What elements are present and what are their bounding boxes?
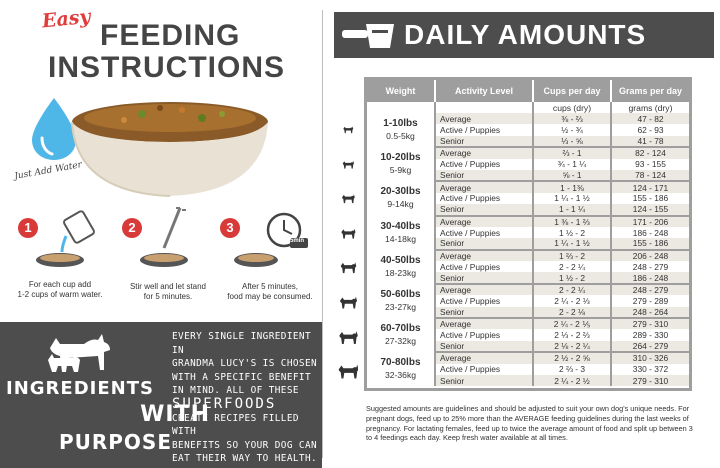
- feeding-table: [364, 77, 692, 391]
- activity-cell: Average: [435, 181, 533, 192]
- cups-cell: 2 ⅓ - 2 ⅔: [533, 329, 611, 340]
- dog-size-icon: [338, 226, 358, 242]
- food-bowl-image: [62, 96, 272, 200]
- ingredients-heading-1: INGREDIENTS: [6, 378, 154, 399]
- dog-size-icon: [338, 330, 358, 346]
- grams-cell: 93 - 155: [635, 159, 666, 170]
- cups-cell: 2 - 2 ¼: [533, 261, 611, 272]
- weight-cell: [367, 284, 435, 318]
- weight-kg: 27-32kg: [384, 336, 417, 347]
- cups-cell: 2 ⅛ - 2 ¼: [533, 341, 611, 352]
- grams-cell: 171 - 206: [611, 216, 689, 227]
- step-1-text-a: For each cup add: [28, 280, 92, 289]
- fork-stir-icon: [136, 206, 200, 270]
- table-row: [367, 147, 689, 158]
- activity-cell: Average: [435, 318, 533, 329]
- activity-cell: Average: [435, 250, 533, 261]
- weight-kg: 18-23kg: [384, 267, 417, 278]
- weight-cell: [367, 250, 435, 284]
- grams-cell: 78 - 124: [611, 170, 689, 181]
- grams-cell: 279 - 289: [632, 295, 669, 306]
- title-line-2: INSTRUCTIONS: [48, 51, 285, 84]
- grams-cell: 124 - 171: [611, 181, 689, 192]
- weight-lbs: 70-80lbs: [380, 357, 421, 369]
- grams-cell: 248 - 279: [611, 284, 689, 295]
- grams-cell: 186 - 248: [632, 227, 669, 238]
- dog-size-icon: [338, 122, 358, 138]
- activity-cell: Senior: [435, 238, 533, 249]
- activity-cell: Active / Puppies: [435, 124, 533, 135]
- cups-cell: ⅜ - ⅔: [533, 113, 611, 124]
- step-1-badge: 1: [18, 218, 38, 238]
- cups-cell: 1 ¼ - 1 ½: [533, 238, 611, 249]
- units-cups: cups (dry): [533, 102, 611, 113]
- easy-label: Easy: [40, 5, 92, 33]
- dog-size-icon: [338, 191, 358, 207]
- activity-cell: Active / Puppies: [435, 295, 533, 306]
- cups-cell: 2 - 2 ¼: [533, 284, 611, 295]
- activity-cell: Senior: [435, 136, 533, 147]
- grams-cell: 330 - 372: [632, 364, 669, 375]
- grams-cell: 310 - 326: [611, 352, 689, 363]
- table-row: [367, 216, 689, 227]
- weight-lbs: 40-50lbs: [380, 254, 421, 266]
- activity-cell: Senior: [435, 204, 533, 215]
- cups-cell: ¾ - 1 ¼: [533, 159, 611, 170]
- activity-cell: Active / Puppies: [435, 159, 533, 170]
- grams-cell: 279 - 310: [611, 318, 689, 329]
- dog-size-icon: [338, 260, 358, 276]
- cups-cell: 2 ½ - 2 ⅝: [533, 352, 611, 363]
- weight-cell: [367, 352, 435, 386]
- activity-cell: Senior: [435, 170, 533, 181]
- cups-cell: ½ - ¾: [533, 124, 611, 135]
- table-row: [367, 318, 689, 329]
- dog-and-cat-icon: [44, 330, 120, 376]
- title-line-1: FEEDING: [100, 19, 241, 52]
- header-cups: Cups per day: [533, 80, 611, 102]
- step-1-text-b: 1-2 cups of warm water.: [17, 290, 103, 299]
- ingredients-line: IN MIND. ALL OF THESE: [172, 385, 299, 397]
- step-3-badge: 3: [220, 218, 240, 238]
- dog-size-icon: [338, 295, 358, 311]
- weight-lbs: 50-60lbs: [380, 288, 421, 300]
- activity-cell: Active / Puppies: [435, 364, 533, 375]
- cups-cell: 1 - 1⅜: [533, 181, 611, 192]
- grams-cell: 289 - 330: [632, 330, 669, 341]
- activity-cell: Average: [435, 216, 533, 227]
- ingredients-line: GRANDMA LUCY'S IS CHOSEN: [172, 358, 318, 370]
- cups-cell: 1 ⅔ - 2: [533, 250, 611, 261]
- table-row: [367, 250, 689, 261]
- grams-cell: 82 - 124: [611, 147, 689, 158]
- activity-cell: Senior: [435, 307, 533, 318]
- step-3-text-b: food may be consumed.: [227, 292, 313, 301]
- grams-cell: 47 - 82: [611, 113, 689, 124]
- grams-cell: 264 - 279: [611, 341, 689, 352]
- weight-kg: 23-27kg: [384, 301, 417, 312]
- step-2-text-b: for 5 minutes.: [143, 292, 193, 301]
- daily-amounts-title: DAILY AMOUNTS: [404, 19, 647, 50]
- table-row: [367, 352, 689, 363]
- table-row: [367, 181, 689, 192]
- grams-cell: 206 - 248: [611, 250, 689, 261]
- activity-cell: Average: [435, 352, 533, 363]
- weight-cell: [367, 318, 435, 352]
- dog-size-icon: [338, 157, 358, 173]
- water-jug-pour-icon: [32, 210, 104, 270]
- dog-size-icon: [338, 364, 358, 380]
- ingredients-line: EVERY SINGLE INGREDIENT IN: [172, 331, 312, 356]
- table-row: [367, 113, 689, 124]
- units-blank: [435, 102, 533, 113]
- ingredients-line: CREATE RECIPES FILLED WITH: [172, 412, 299, 438]
- ingredients-heading-3: PURPOSE: [58, 430, 172, 454]
- weight-lbs: 20-30lbs: [380, 186, 421, 198]
- ingredients-line: BENEFITS SO YOUR DOG CAN: [172, 439, 318, 451]
- activity-cell: Senior: [435, 272, 533, 283]
- weight-cell: [367, 181, 435, 215]
- cups-cell: 1 ½ - 2: [533, 272, 611, 283]
- cups-cell: 2 ¼ - 2 ½: [533, 375, 611, 386]
- measuring-scoop-icon: [342, 20, 398, 50]
- header-grams: Grams per day: [611, 80, 689, 102]
- cups-cell: 2 ⅔ - 3: [533, 364, 611, 375]
- grams-cell: 248 - 264: [611, 307, 689, 318]
- activity-cell: Average: [435, 284, 533, 295]
- cups-cell: 1 ½ - 2: [533, 227, 611, 238]
- activity-cell: Average: [435, 147, 533, 158]
- activity-cell: Average: [435, 113, 533, 124]
- header-activity: Activity Level: [435, 80, 533, 102]
- grams-cell: 248 - 279: [632, 261, 669, 272]
- just-add-water-caption: Just Add Water: [13, 160, 83, 182]
- cups-cell: 1 - 1 ¼: [533, 204, 611, 215]
- cups-cell: ⅓ - ⅝: [533, 136, 611, 147]
- weight-kg: 9-14kg: [387, 199, 414, 210]
- ingredients-line: WITH A SPECIFIC BENEFIT: [172, 371, 312, 383]
- table-header-row: [367, 80, 689, 102]
- activity-cell: Senior: [435, 341, 533, 352]
- weight-cell: [367, 147, 435, 181]
- activity-cell: Senior: [435, 375, 533, 386]
- step-2-text-a: Stir well and let stand: [129, 282, 207, 291]
- cups-cell: 2 ¼ - 2 ⅓: [533, 295, 611, 306]
- activity-cell: Active / Puppies: [435, 329, 533, 340]
- weight-lbs: 10-20lbs: [380, 152, 421, 164]
- ingredients-body: [172, 330, 318, 466]
- weight-kg: 5-9kg: [389, 165, 412, 176]
- units-row: [367, 102, 689, 113]
- ingredients-line: EAT THEIR WAY TO HEALTH.: [172, 453, 318, 465]
- feeding-table-grid: [367, 80, 689, 386]
- table-row: [367, 284, 689, 295]
- cups-cell: 1 ⅜ - 1 ⅔: [533, 216, 611, 227]
- grams-cell: 62 - 93: [637, 125, 664, 136]
- ingredients-heading-2: WITH: [140, 402, 210, 427]
- weight-lbs: 60-70lbs: [380, 323, 421, 335]
- panel-divider: [322, 10, 323, 458]
- grams-cell: 279 - 310: [611, 375, 689, 386]
- ingredients-line-superfoods: SUPERFOODS: [172, 395, 277, 412]
- feeding-footnote: Suggested amounts are guidelines and should be adjusted to suit your own dog's unique needs. For pregnant dogs, feed up to 25% more than the AVERAGE feeding guidelines during the last weeks of pregnancy. For lactating females, feed up to twice the average amount of food and split up between 3 to 4 feedings each day. Keep fresh water available at all times.: [366, 404, 693, 443]
- activity-cell: Active / Puppies: [435, 193, 533, 204]
- cups-cell: ⅝ - 1: [533, 170, 611, 181]
- cups-cell: 2 ¼ - 2 ⅕: [533, 318, 611, 329]
- cups-cell: 2 - 2 ⅛: [533, 307, 611, 318]
- units-blank: [367, 102, 435, 113]
- weight-cell: [367, 113, 435, 147]
- activity-cell: Active / Puppies: [435, 227, 533, 238]
- weight-kg: 32-36kg: [384, 370, 417, 381]
- weight-kg: 14-18kg: [384, 233, 417, 244]
- grams-cell: 186 - 248: [611, 272, 689, 283]
- weight-lbs: 30-40lbs: [380, 220, 421, 232]
- cups-cell: 1 ¼ - 1 ½: [533, 193, 611, 204]
- step-2-badge: 2: [122, 218, 142, 238]
- grams-cell: 41 - 78: [611, 136, 689, 147]
- weight-kg: 0.5-5kg: [386, 131, 415, 142]
- weight-lbs: 1-10lbs: [383, 118, 418, 130]
- units-grams: grams (dry): [628, 102, 673, 113]
- cups-cell: ⅔ - 1: [533, 147, 611, 158]
- grams-cell: 155 - 186: [632, 193, 669, 204]
- activity-cell: Active / Puppies: [435, 261, 533, 272]
- header-weight: Weight: [367, 80, 435, 102]
- timer-label: 5min: [290, 238, 305, 244]
- step-3-text-a: After 5 minutes,: [241, 282, 299, 291]
- weight-cell: [367, 216, 435, 250]
- grams-cell: 124 - 155: [611, 204, 689, 215]
- grams-cell: 155 - 186: [611, 238, 689, 249]
